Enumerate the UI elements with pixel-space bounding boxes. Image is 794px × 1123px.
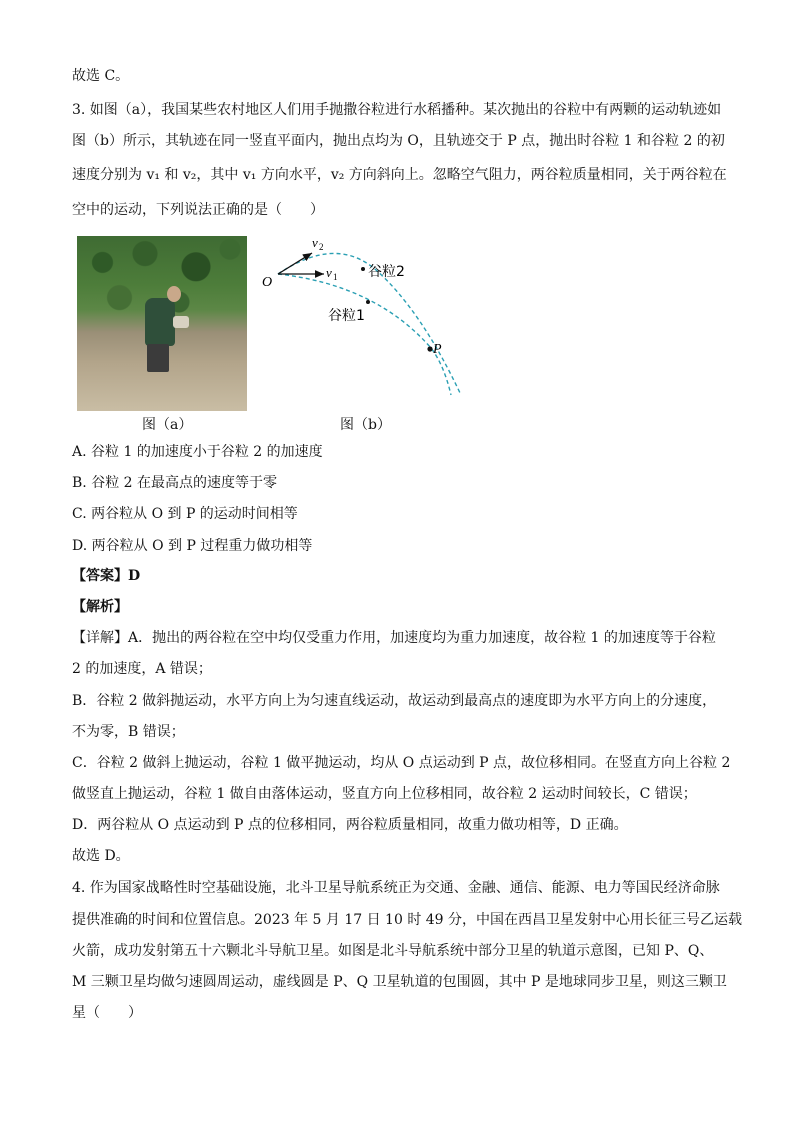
q4-stem-line-5: 星（ ）	[72, 1005, 142, 1021]
photo-farmer-legs	[147, 344, 169, 372]
photo-basket	[173, 316, 189, 328]
photo-farmer-head	[167, 286, 181, 302]
label-P: P	[433, 342, 442, 357]
label-v1-sub: 1	[333, 272, 338, 282]
label-v1: v	[326, 265, 332, 280]
grain2-dot	[361, 267, 365, 271]
q4-stem-line-3: 火箭，成功发射第五十六颗北斗导航卫星。如图是北斗导航系统中部分卫星的轨道示意图，已知 P、Q、	[72, 943, 714, 959]
option-c: C. 两谷粒从 O 到 P 的运动时间相等	[72, 506, 298, 522]
analysis-b-line-1: B．谷粒 2 做斜抛运动，水平方向上为匀速直线运动，故运动到最高点的速度即为水平方向上的分速度，	[72, 693, 717, 709]
analysis-d-line-1: D．两谷粒从 O 点运动到 P 点的位移相同，两谷粒质量相同，故重力做功相等，D 正确。	[72, 817, 628, 833]
label-v2: v	[312, 235, 318, 250]
option-d: D. 两谷粒从 O 到 P 过程重力做功相等	[72, 538, 313, 554]
photo-farmer-body	[145, 298, 175, 346]
option-b: B. 谷粒 2 在最高点的速度等于零	[72, 475, 277, 491]
analysis-a-line-2: 2 的加速度，A 错误；	[72, 661, 212, 677]
figure-b-caption: 图（b）	[340, 417, 391, 433]
label-grain1: 谷粒1	[328, 308, 365, 324]
q3-stem-line-1: 3. 如图（a），我国某些农村地区人们用手抛撒谷粒进行水稻播种。某次抛出的谷粒中有两颗的运动轨迹如	[72, 102, 722, 118]
label-grain2: 谷粒2	[368, 264, 405, 280]
q3-stem-line-2: 图（b）所示，其轨迹在同一竖直平面内，抛出点均为 O，且轨迹交于 P 点，抛出时谷粒 1 和谷粒 2 的初	[72, 133, 725, 149]
q4-stem-line-4: M 三颗卫星均做匀速圆周运动，虚线圆是 P、Q 卫星轨道的包围圆，其中 P 是地球同步卫星，则这三颗卫	[72, 974, 727, 990]
q3-stem-line-3: 速度分别为 v₁ 和 v₂，其中 v₁ 方向水平，v₂ 方向斜向上。忽略空气阻力，两谷粒质量相同，关于两谷粒在	[72, 167, 727, 183]
label-O: O	[262, 275, 273, 290]
q4-stem-line-1: 4. 作为国家战略性时空基础设施，北斗卫星导航系统正为交通、金融、通信、能源、电力等国民经济命脉	[72, 880, 720, 896]
q4-stem-line-2: 提供准确的时间和位置信息。2023 年 5 月 17 日 10 时 49 分，中国在西昌卫星发射中心用长征三号乙运载	[72, 912, 743, 928]
analysis-b-line-2: 不为零，B 错误；	[72, 724, 185, 740]
analysis-title: 【解析】	[72, 599, 128, 615]
point-P-dot	[427, 346, 432, 351]
figure-a-photo	[77, 236, 247, 411]
analysis-a-line-1: 【详解】A．抛出的两谷粒在空中均仅受重力作用，加速度均为重力加速度，故谷粒 1 的加速度等于谷粒	[72, 630, 716, 646]
analysis-c-line-1: C．谷粒 2 做斜上抛运动，谷粒 1 做平抛运动，均从 O 点运动到 P 点，故位移相同。在竖直方向上谷粒 2	[72, 755, 731, 771]
analysis-end: 故选 D。	[72, 848, 130, 864]
v2-arrow	[278, 253, 312, 274]
prev-answer-end: 故选 C。	[72, 68, 130, 84]
q3-stem-line-4: 空中的运动，下列说法正确的是（ ）	[72, 202, 324, 218]
grain1-dot	[366, 300, 370, 304]
option-a: A. 谷粒 1 的加速度小于谷粒 2 的加速度	[72, 444, 323, 460]
label-v2-sub: 2	[319, 242, 324, 252]
analysis-c-line-2: 做竖直上抛运动，谷粒 1 做自由落体运动，竖直方向上位移相同，故谷粒 2 运动时间较长，C 错误；	[72, 786, 697, 802]
answer-label: 【答案】D	[72, 568, 141, 584]
figure-a-caption: 图（a）	[142, 417, 193, 433]
figure-b-diagram	[256, 230, 486, 400]
grain1-trajectory	[278, 274, 451, 395]
